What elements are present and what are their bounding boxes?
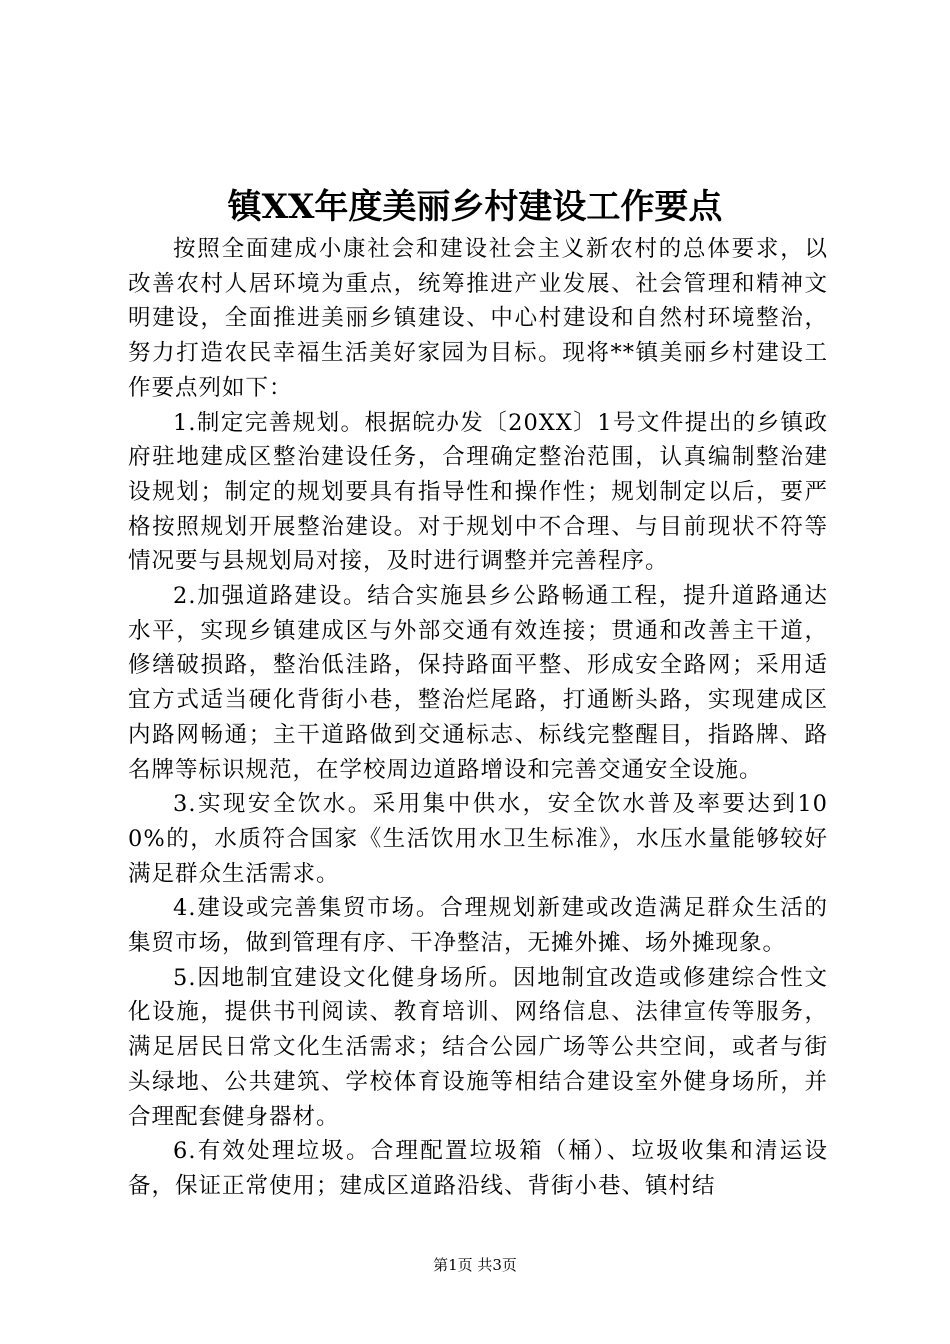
paragraph-item-6: 6.有效处理垃圾。合理配置垃圾箱（桶）、垃圾收集和清运设备，保证正常使用；建成区道路沿线、背街小巷、镇村结 [128, 1138, 828, 1199]
document-body [128, 232, 828, 1204]
page-footer: 第1页 共3页 [433, 1256, 517, 1274]
document-title: 镇XX年度美丽乡村建设工作要点 [227, 187, 723, 227]
paragraph-item-3: 3.实现安全饮水。采用集中供水，安全饮水普及率要达到100%的，水质符合国家《生活饮用水卫生标准》，水压水量能够较好满足群众生活需求。 [128, 791, 828, 887]
paragraph-intro: 按照全面建成小康社会和建设社会主义新农村的总体要求，以改善农村人居环境为重点，统筹推进产业发展、社会管理和精神文明建设，全面推进美丽乡镇建设、中心村建设和自然村环境整治，努力打造农民幸福生活美好家园为目标。现将**镇美丽乡村建设工作要点列如下： [128, 236, 828, 401]
paragraph-item-2: 2.加强道路建设。结合实施县乡公路畅通工程，提升道路通达水平，实现乡镇建成区与外部交通有效连接；贯通和改善主干道，修缮破损路，整治低洼路，保持路面平整、形成安全路网；采用适宜方式适当硬化背街小巷，整治烂尾路，打通断头路，实现建成区内路网畅通；主干道路做到交通标志、标线完整醒目，指路牌、路名牌等标识规范，在学校周边道路增设和完善交通安全设施。 [128, 583, 828, 783]
paragraph-item-1: 1.制定完善规划。根据皖办发〔20XX〕1号文件提出的乡镇政府驻地建成区整治建设任务，合理确定整治范围，认真编制整治建设规划；制定的规划要具有指导性和操作性；规划制定以后，要严格按照规划开展整治建设。对于规划中不合理、与目前现状不符等情况要与县规划局对接，及时进行调整并完善程序。 [128, 409, 828, 575]
paragraph-item-4: 4.建设或完善集贸市场。合理规划新建或改造满足群众生活的集贸市场，做到管理有序、干净整洁，无摊外摊、场外摊现象。 [128, 895, 828, 957]
paragraph-item-5: 5.因地制宜建设文化健身场所。因地制宜改造或修建综合性文化设施，提供书刊阅读、教育培训、网络信息、法律宣传等服务，满足居民日常文化生活需求；结合公园广场等公共空间，或者与街头绿地、公共建筑、学校体育设施等相结合建设室外健身场所，并合理配套健身器材。 [128, 964, 828, 1130]
